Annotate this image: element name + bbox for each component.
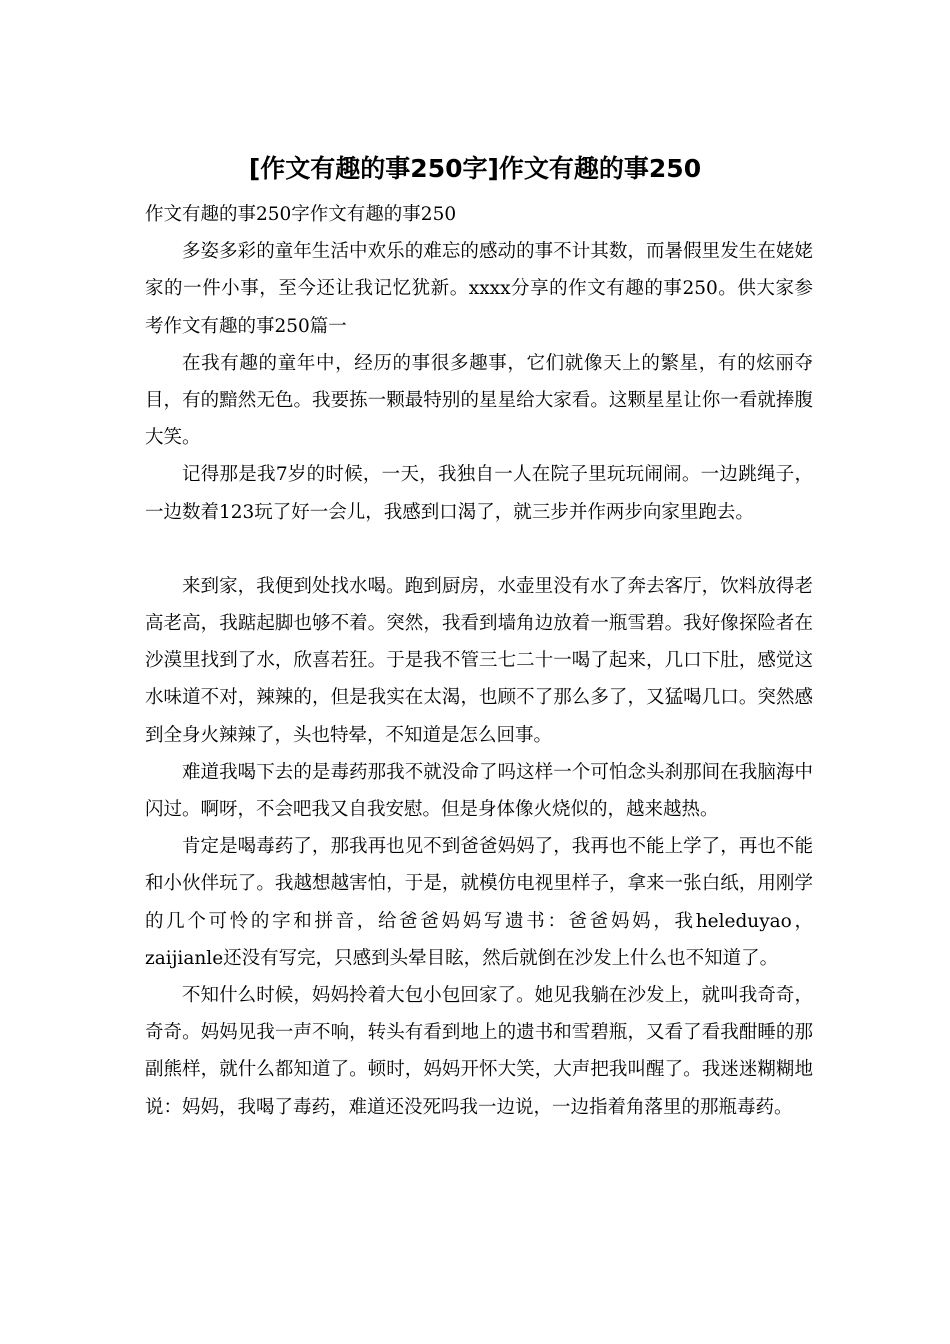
paragraph-3: 记得那是我7岁的时候，一天，我独自一人在院子里玩玩闹闹。一边跳绳子，一边数着123玩了好一会儿，我感到口渴了，就三步并作两步向家里跑去。 [145, 464, 813, 523]
paragraph-5: 难道我喝下去的是毒药那我不就没命了吗这样一个可怕念头刹那间在我脑海中闪过。啊呀，不会吧我又自我安慰。但是身体像火烧似的，越来越热。 [145, 761, 813, 821]
paragraph-1: 多姿多彩的童年生活中欢乐的难忘的感动的事不计其数，而暑假里发生在姥姥家的一件小事，至今还让我记忆犹新。xxxx分享的作文有趣的事250。供大家参考作文有趣的事250篇一 [145, 241, 813, 337]
paragraph-4: 来到家，我便到处找水喝。跑到厨房，水壶里没有水了奔去客厅，饮料放得老高老高，我踮起脚也够不着。突然，我看到墙角边放着一瓶雪碧。我好像探险者在沙漠里找到了水，欣喜若狂。于是我不管三七二十一喝了起来，几口下肚，感觉这水味道不对，辣辣的，但是我实在太渴，也顾不了那么多了，又猛喝几口。突然感到全身火辣辣了，头也特晕，不知道是怎么回事。 [145, 575, 813, 746]
document-body [145, 196, 813, 1126]
page-title: [作文有趣的事250字]作文有趣的事250 [248, 154, 702, 183]
paragraph-7: 不知什么时候，妈妈拎着大包小包回家了。她见我躺在沙发上，就叫我奇奇，奇奇。妈妈见我一声不响，转头有看到地上的遗书和雪碧瓶，又看了看我酣睡的那副熊样，就什么都知道了。顿时，妈妈开怀大笑，大声把我叫醒了。我迷迷糊糊地说：妈妈，我喝了毒药，难道还没死吗我一边说，一边指着角落里的那瓶毒药。 [145, 985, 813, 1118]
document-subtitle: 作文有趣的事250字作文有趣的事250 [145, 204, 457, 225]
paragraph-2: 在我有趣的童年中，经历的事很多趣事，它们就像天上的繁星，有的炫丽夺目，有的黯然无色。我要拣一颗最特别的星星给大家看。这颗星星让你一看就捧腹大笑。 [145, 352, 813, 449]
paragraph-6: 肯定是喝毒药了，那我再也见不到爸爸妈妈了，我再也不能上学了，再也不能和小伙伴玩了。我越想越害怕，于是，就模仿电视里样子，拿来一张白纸，用刚学的几个可怜的字和拼音，给爸爸妈妈写遗书：爸爸妈妈，我heleduyao，zaijianle还没有写完，只感到头晕目眩，然后就倒在沙发上什么也不知道了。 [145, 836, 813, 969]
